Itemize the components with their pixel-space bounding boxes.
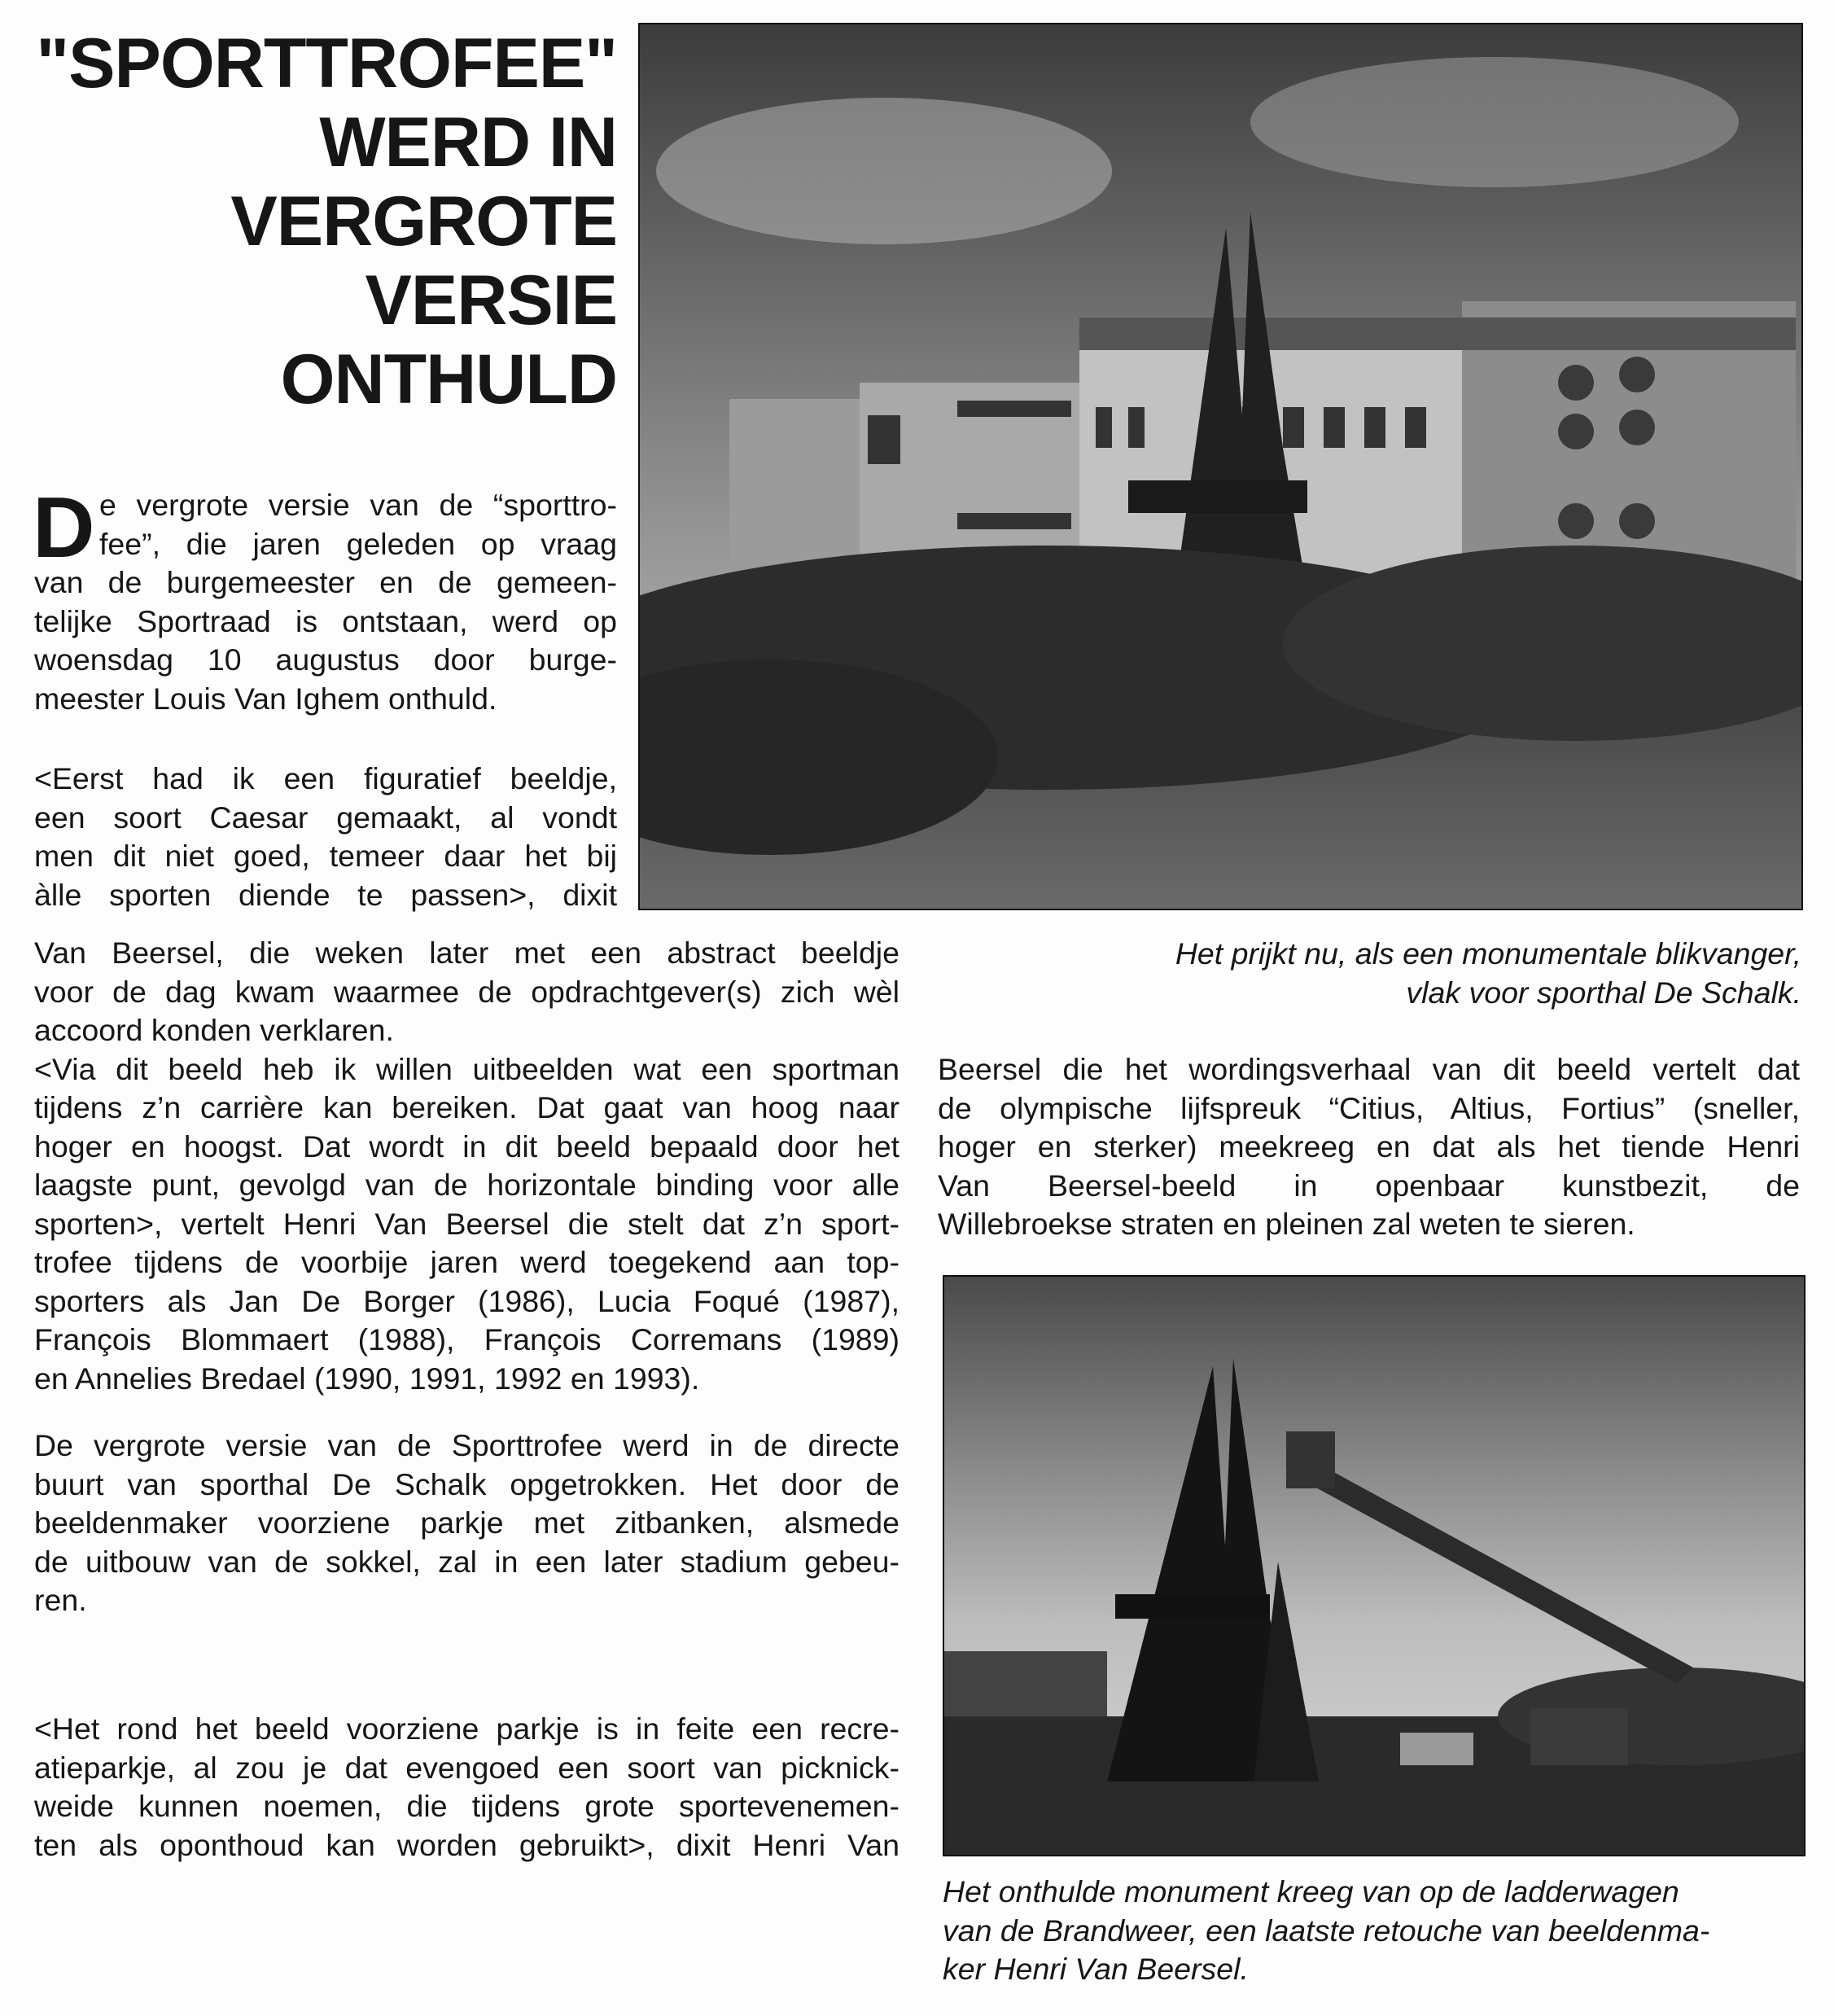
headline [24,24,617,419]
caption-line: ker Henri Van Beersel. [943,1952,1249,1986]
caption-line: vlak voor sporthal De Schalk. [1406,975,1801,1010]
headline-line: ONTHULD [280,340,617,419]
text-line: voor de dag kwam waarmee de opdrachtgever(s) zich wèl [34,974,899,1009]
headline-line: VERGROTE [230,182,617,261]
text-line: atieparkje, al zou je dat evengoed een soort van picknick- [34,1750,899,1785]
caption-top [1175,935,1801,1012]
paragraph-quote-1 [34,760,617,914]
text-line: Van Beersel-beeld in openbaar kunstbezit, de [938,1168,1800,1203]
paragraph-location [34,1427,899,1620]
text-line: buurt van sporthal De Schalk opgetrokken. Het door de [34,1466,899,1501]
text-line: Beersel die het wordingsverhaal van dit beeld vertelt dat [938,1052,1800,1086]
paragraph-quote-2 [34,1710,899,1865]
text-line: àlle sporten diende te passen>, dixit [34,877,617,912]
photo-ladder-truck [943,1275,1806,1856]
text-line: telijke Sportraad is ontstaan, werd op [34,603,617,638]
text-line: trofee tijdens de voorbije jaren werd toegekend aan top- [34,1245,899,1279]
text-line: accoord konden verklaren. [34,1013,394,1047]
text-line: <Via dit beeld heb ik willen uitbeelden wat een sportman [34,1051,899,1086]
paragraph-main [34,934,899,1398]
text-line: hoger en sterker) meekreeg en dat als het tiende Henri [938,1129,1800,1164]
headline-line: "SPORTTROFEE" [36,24,617,103]
text-line: de olympische lijfspreuk “Citius, Altius, Fortius” (sneller, [938,1090,1800,1125]
paragraph-intro-wrap [99,486,617,563]
text-line: een soort Caesar gemaakt, al vondt [34,800,617,835]
text-line: hoger en hoogst. Dat wordt in dit beeld bepaald door het [34,1129,899,1164]
caption-line: Het prijkt nu, als een monumentale blikvanger, [1175,936,1801,971]
caption-bottom [943,1873,1709,1989]
text-line: Van Beersel, die weken later met een abstract beeldje [34,936,899,970]
text-line: sporters als Jan De Borger (1986), Lucia Foqué (1987), [34,1283,899,1318]
text-line: en Annelies Bredael (1990, 1991, 1992 en 1993). [34,1361,700,1396]
text-line: e vergrote versie van de “sporttro- [99,488,617,522]
text-line: <Eerst had ik een figuratief beeldje, [34,761,617,795]
text-line: <Het rond het beeld voorziene parkje is in feite een recre- [34,1711,899,1746]
text-line: laagste punt, gevolgd van de horizontale binding voor alle [34,1168,899,1202]
text-line: sporten>, vertelt Henri Van Beersel die stelt dat z’n sport- [34,1206,899,1241]
text-line: beeldenmaker voorziene parkje met zitbanken, alsmede [34,1505,899,1540]
drop-cap: D [33,480,95,576]
text-line: De vergrote versie van de Sporttrofee werd in de directe [34,1428,899,1462]
text-line: weide kunnen noemen, die tijdens grote sportevenemen- [34,1789,899,1823]
text-line: men dit niet goed, temeer daar het bij [34,839,617,873]
text-line: Willebroekse straten en pleinen zal weten te sieren. [938,1207,1635,1241]
text-line: van de burgemeester en de gemeen- [34,565,617,599]
text-line: de uitbouw van de sokkel, zal in een later stadium gebeu- [34,1544,899,1579]
caption-line: Het onthulde monument kreeg van op de ladderwagen [943,1874,1679,1909]
text-line: ten als oponthoud kan worden gebruikt>, dixit Henri Van [34,1827,899,1862]
text-line: ren. [34,1583,87,1617]
text-line: fee”, die jaren geleden op vraag [99,526,617,561]
headline-line: WERD IN [319,103,617,182]
text-line: meester Louis Van Ighem onthuld. [34,681,497,716]
text-line: woensdag 10 augustus door burge- [34,642,617,677]
paragraph-continued [938,1050,1800,1244]
headline-line: VERSIE [365,261,617,340]
photo-sporthal [638,23,1803,910]
paragraph-intro [34,563,617,718]
caption-line: van de Brandweer, een laatste retouche van beeldenma- [943,1913,1710,1948]
text-line: tijdens z’n carrière kan bereiken. Dat gaat van hoog naar [34,1090,899,1124]
text-line: François Blommaert (1988), François Corremans (1989) [34,1322,899,1356]
